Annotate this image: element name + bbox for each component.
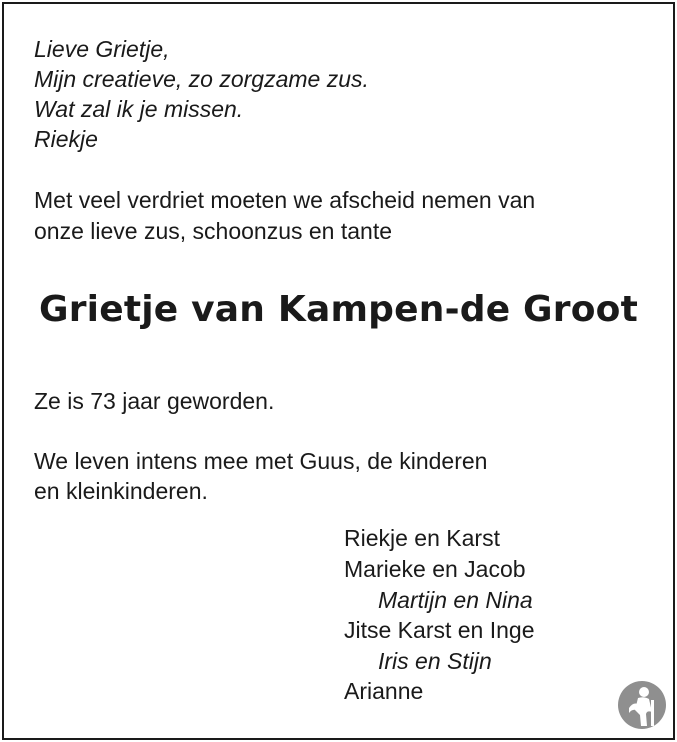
announcement-line-2: onze lieve zus, schoonzus en tante xyxy=(34,218,393,244)
family-member: Riekje en Karst xyxy=(344,525,500,551)
grandchildren: Iris en Stijn xyxy=(378,648,492,674)
mourning-figure-logo-icon xyxy=(617,680,667,730)
opening-line-3: Wat zal ik je missen. xyxy=(34,96,244,122)
deceased-name: Grietje van Kampen-de Groot xyxy=(38,289,639,330)
announcement-line-1: Met veel verdriet moeten we afscheid nemen van xyxy=(34,187,536,213)
family-member: Jitse Karst en Inge xyxy=(344,617,535,643)
opening-line-2: Mijn creatieve, zo zorgzame zus. xyxy=(34,66,369,92)
age-text: Ze is 73 jaar geworden. xyxy=(34,388,275,414)
opening-line-1: Lieve Grietje, xyxy=(34,36,170,62)
sympathy-line-1: We leven intens mee met Guus, de kinderen xyxy=(34,448,488,474)
sympathy-line-2: en kleinkinderen. xyxy=(34,478,208,504)
family-member: Marieke en Jacob xyxy=(344,556,526,582)
family-member: Arianne xyxy=(344,678,424,704)
grandchildren: Martijn en Nina xyxy=(378,587,533,613)
opening-signature: Riekje xyxy=(34,126,98,152)
